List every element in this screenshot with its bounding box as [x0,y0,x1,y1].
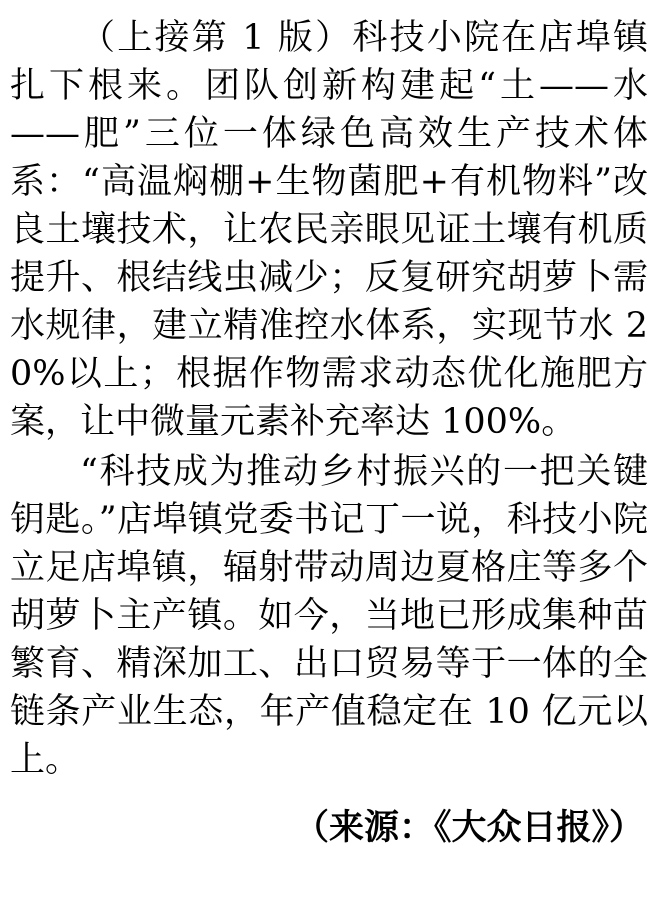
paragraph-2: “科技成为推动乡村振兴的一把关键钥匙。”店埠镇党委书记丁一说，科技小院立足店埠镇，辐射带动周边夏格庄等多个胡萝卜主产镇。如今，当地已形成集种苗繁育、精深加工、出口贸易等于一体的全链条产业生态，年产值稳定在 10 亿元以上。 [10,452,648,780]
paragraph-1: （上接第 1 版）科技小院在店埠镇扎下根来。团队创新构建起“土——水——肥”三位一体绿色高效生产技术体系：“高温焖棚+生物菌肥+有机物料”改良土壤技术，让农民亲眼见证土壤有机质提升、根结线虫减少；反复研究胡萝卜需水规律，建立精准控水体系，实现节水 20%以上；根据作物需求动态优化施肥方案，让中微量元素补充率达 100%。 [10,18,648,442]
article-body [10,14,648,784]
source-attribution: （来源：《大众日报》） [293,807,644,848]
